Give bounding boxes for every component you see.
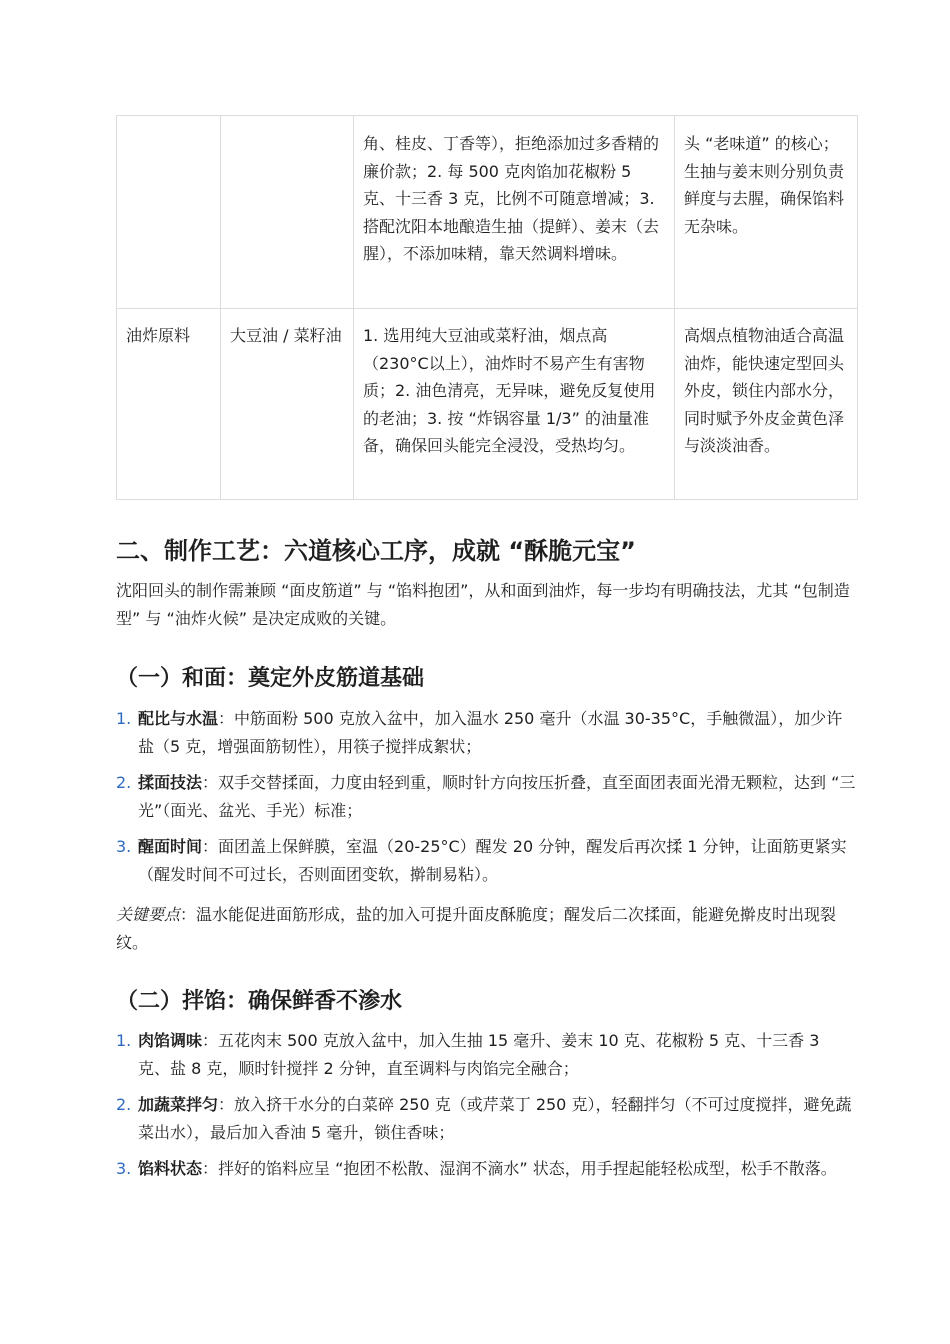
step-label: 肉馅调味 [138, 1031, 203, 1050]
step-text: ：双手交替揉面，力度由轻到重，顺时针方向按压折叠，直至面团表面光滑无颗粒，达到 “三光”（面光、盆光、手光）标准； [138, 773, 856, 820]
list-number: 2. [116, 773, 132, 792]
subsection-heading: （二）拌馅：确保鲜香不渗水 [116, 989, 403, 1014]
key-points-note [116, 901, 856, 957]
list-item [116, 1027, 856, 1083]
table-cell-requirements: 1. 选用纯大豆油或菜籽油，烟点高（230°C以上），油炸时不易产生有害物质；2. 油色清亮，无异味，避免反复使用的老油；3. 按 “炸锅容量 1/3” 的油量准备，确保回头能完全浸没，受热均匀。 [354, 309, 675, 500]
step-label: 揉面技法 [138, 773, 203, 792]
note-label: 关键要点 [116, 905, 181, 924]
step-text: ：面团盖上保鲜膜，室温（20-25°C）醒发 20 分钟，醒发后再次揉 1 分钟，让面筋更紧实（醒发时间不可过长，否则面团变软，擀制易粘）。 [138, 837, 847, 884]
table-row [117, 116, 858, 309]
list-number: 1. [116, 709, 132, 728]
list-number: 3. [116, 1159, 132, 1178]
step-text: ：放入挤干水分的白菜碎 250 克（或芹菜丁 250 克），轻翻拌匀（不可过度搅拌，避免蔬菜出水），最后加入香油 5 毫升，锁住香味； [138, 1095, 852, 1142]
table-cell-requirements: 角、桂皮、丁香等），拒绝添加过多香精的廉价款；2. 每 500 克肉馅加花椒粉 5 克、十三香 3 克，比例不可随意增减；3. 搭配沈阳本地酿造生抽（提鲜）、姜末（去腥），不添加味精，靠天然调料增味。 [354, 116, 675, 309]
table-cell-ingredient [221, 116, 354, 309]
filling-steps-list [116, 1027, 856, 1191]
list-item [116, 1091, 856, 1147]
table-cell-category [117, 116, 221, 309]
section-intro: 沈阳回头的制作需兼顾 “面皮筋道” 与 “馅料抱团”，从和面到油炸，每一步均有明确技法，尤其 “包制造型” 与 “油炸火候” 是决定成败的关键。 [116, 581, 850, 628]
subsection-heading: （一）和面：奠定外皮筋道基础 [116, 666, 425, 691]
step-text: ：拌好的馅料应呈 “抱团不松散、湿润不滴水” 状态，用手捏起能轻松成型，松手不散落。 [202, 1159, 837, 1178]
ingredients-table [116, 115, 858, 500]
table-cell-function: 头 “老味道” 的核心；生抽与姜末则分别负责鲜度与去腥，确保馅料无杂味。 [675, 116, 858, 309]
section-heading: 二、制作工艺：六道核心工序，成就 “酥脆元宝” [116, 537, 636, 565]
list-number: 1. [116, 1031, 132, 1050]
kneading-steps-list [116, 705, 856, 897]
step-text: ：五花肉末 500 克放入盆中，加入生抽 15 毫升、姜末 10 克、花椒粉 5 克、十三香 3 克、盐 8 克，顺时针搅拌 2 分钟，直至调料与肉馅完全融合； [138, 1031, 820, 1078]
note-text: ：温水能促进面筋形成，盐的加入可提升面皮酥脆度；醒发后二次揉面，能避免擀皮时出现裂纹。 [116, 905, 837, 952]
step-text: ：中筋面粉 500 克放入盆中，加入温水 250 毫升（水温 30-35°C，手触微温），加少许盐（5 克，增强面筋韧性），用筷子搅拌成絮状； [138, 709, 843, 756]
table-row [117, 309, 858, 500]
list-item [116, 769, 856, 825]
list-item [116, 833, 856, 889]
table-cell-ingredient: 大豆油 / 菜籽油 [221, 309, 354, 500]
list-number: 2. [116, 1095, 132, 1114]
step-label: 醒面时间 [138, 837, 203, 856]
document-page [116, 115, 856, 1178]
step-label: 配比与水温 [138, 709, 219, 728]
table-cell-function: 高烟点植物油适合高温油炸，能快速定型回头外皮，锁住内部水分，同时赋予外皮金黄色泽与淡淡油香。 [675, 309, 858, 500]
list-number: 3. [116, 837, 132, 856]
step-label: 馅料状态 [138, 1159, 203, 1178]
list-item [116, 705, 856, 761]
list-item [116, 1155, 856, 1183]
table-cell-category: 油炸原料 [117, 309, 221, 500]
step-label: 加蔬菜拌匀 [138, 1095, 219, 1114]
